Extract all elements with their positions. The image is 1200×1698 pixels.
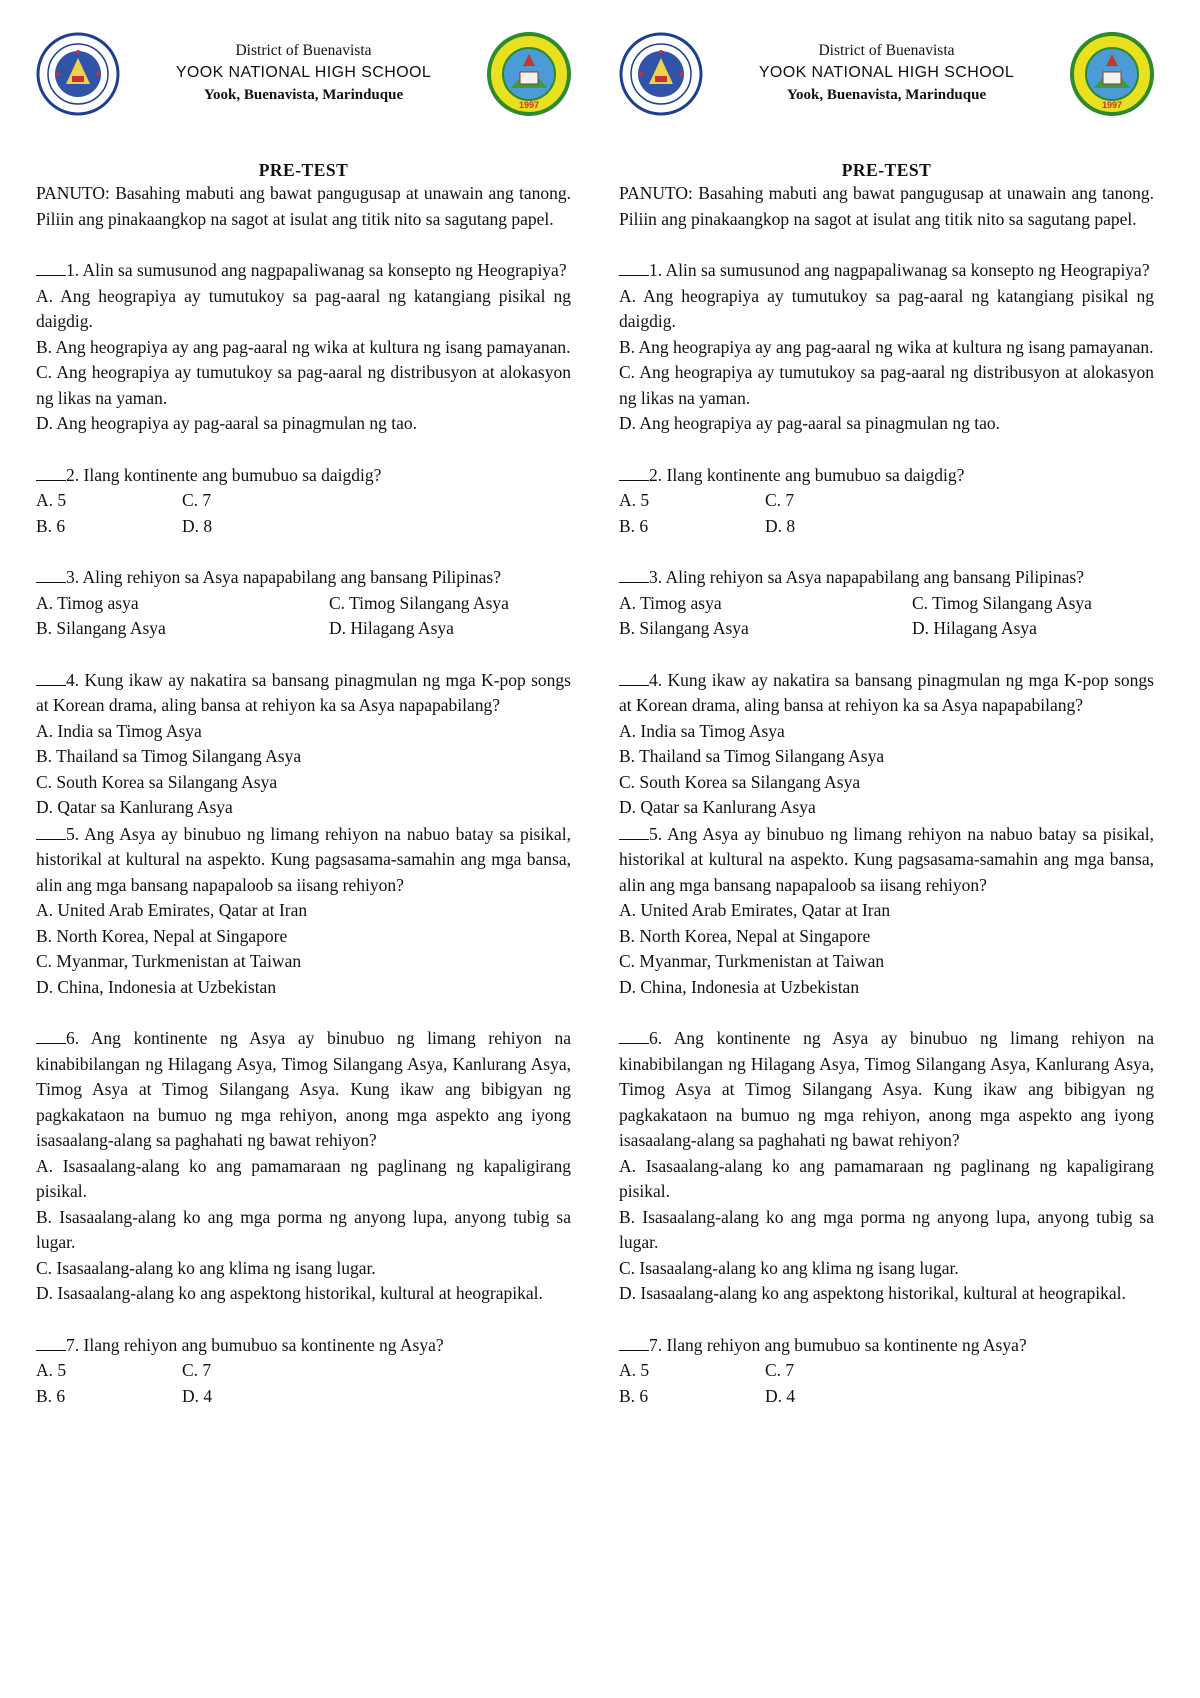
- choice-d: D. China, Indonesia at Uzbekistan: [36, 976, 277, 997]
- question-5: [36, 821, 571, 1001]
- question-6: [36, 1025, 571, 1307]
- choice-a: A. Ang heograpiya ay tumutukoy sa pag-aaral ng katangiang pisikal ng daigdig.: [619, 285, 1154, 331]
- school-seal-year: 1997: [518, 100, 540, 110]
- deped-seal-icon: [36, 32, 120, 116]
- school-name: YOOK NATIONAL HIGH SCHOOL: [758, 64, 1015, 81]
- question-text: 1. Alin sa sumusunod ang nagpapaliwanag sa konsepto ng Heograpiya?: [649, 260, 1150, 280]
- school-address: Yook, Buenavista, Marinduque: [203, 87, 404, 103]
- question-3: [619, 564, 1154, 642]
- answer-blank[interactable]: [619, 462, 649, 481]
- choice-a: A. Ang heograpiya ay tumutukoy sa pag-aaral ng katangiang pisikal ng daigdig.: [36, 285, 571, 331]
- answer-blank[interactable]: [36, 667, 66, 686]
- choices: [36, 488, 571, 539]
- choice-c: C. Myanmar, Turkmenistan at Taiwan: [36, 951, 302, 971]
- question-1: [619, 257, 1154, 437]
- choice-d: D. Qatar sa Kanlurang Asya: [619, 797, 816, 817]
- answer-blank[interactable]: [36, 821, 66, 840]
- choice-c: C. 7: [765, 1360, 795, 1380]
- choice-b: B. Silangang Asya: [619, 618, 749, 638]
- school-seal-year: 1997: [1101, 100, 1123, 110]
- choice-b: B. Ang heograpiya ay ang pag-aaral ng wika at kultura ng isang pamayanan.: [36, 336, 571, 357]
- choice-d: D. Ang heograpiya ay pag-aaral sa pinagmulan ng tao.: [36, 413, 417, 433]
- choice-a: A. United Arab Emirates, Qatar at Iran: [619, 900, 891, 920]
- choice-b: B. 6: [619, 1385, 649, 1406]
- choice-b: B. 6: [36, 1385, 66, 1406]
- instructions: PANUTO: Basahing mabuti ang bawat pangugusap at unawain ang tanong. Piliin ang pinakaangkop na sagot at isulat ang titik nito sa sagutang papel.: [36, 183, 571, 229]
- question-text: 6. Ang kontinente ng Asya ay binubuo ng limang rehiyon na kinabibilangan ng Hilagang Asya, Timog Silangang Asya, Kanlurang Asya, Timog Asya at Timog Silangang Asya. Kung ikaw ang bibigyan ng pagkakataon na bumuo ng mga rehiyon, anong mga aspekto ang iyong isasaalang-alang sa paghahati ng bawat rehiyon?: [619, 1028, 1154, 1150]
- choice-c: C. Timog Silangang Asya: [329, 592, 509, 613]
- choices: [36, 1358, 571, 1409]
- choice-a: A. Timog asya: [619, 592, 722, 613]
- test-title: PRE-TEST: [258, 160, 349, 180]
- choice-d: D. Isasaalang-alang ko ang aspektong historikal, kultural at heograpikal.: [36, 1283, 543, 1303]
- test-title: PRE-TEST: [841, 160, 932, 180]
- question-2: [36, 462, 571, 540]
- choice-c: C. South Korea sa Silangang Asya: [619, 771, 861, 792]
- answer-blank[interactable]: [36, 462, 66, 481]
- choice-d: D. 8: [182, 515, 213, 536]
- answer-blank[interactable]: [619, 1332, 649, 1351]
- answer-blank[interactable]: [36, 257, 66, 276]
- choices: [619, 1358, 1154, 1409]
- choice-b: B. 6: [36, 515, 66, 536]
- choice-b: B. North Korea, Nepal at Singapore: [619, 925, 871, 946]
- answer-blank[interactable]: [619, 667, 649, 686]
- choice-b: B. Silangang Asya: [36, 618, 166, 638]
- question-text: 5. Ang Asya ay binubuo ng limang rehiyon na nabuo batay sa pisikal, historikal at kultural na aspekto. Kung pagsasama-samahin ang mga bansa, alin ang mga bansang napapaloob sa iisang rehiyon?: [36, 823, 571, 895]
- test-copy-right: [619, 28, 1154, 1409]
- choice-c: C. South Korea sa Silangang Asya: [36, 771, 278, 792]
- choice-d: D. China, Indonesia at Uzbekistan: [619, 976, 860, 997]
- choice-d: D. Hilagang Asya: [329, 618, 454, 638]
- question-text: 2. Ilang kontinente ang bumubuo sa daigdig?: [649, 464, 965, 485]
- answer-blank[interactable]: [619, 257, 649, 276]
- question-5: [619, 821, 1154, 1001]
- choice-d: D. 4: [765, 1385, 796, 1406]
- district-label: District of Buenavista: [235, 42, 372, 59]
- answer-blank[interactable]: [36, 564, 66, 583]
- choice-a: A. 5: [36, 490, 67, 510]
- question-text: 4. Kung ikaw ay nakatira sa bansang pinagmulan ng mga K-pop songs at Korean drama, aling bansa at rehiyon ka sa Asya napapabilang?: [36, 669, 571, 715]
- choice-b: B. North Korea, Nepal at Singapore: [36, 925, 288, 946]
- choice-d: D. Ang heograpiya ay pag-aaral sa pinagmulan ng tao.: [619, 413, 1000, 433]
- question-6: [619, 1025, 1154, 1307]
- question-text: 7. Ilang rehiyon ang bumubuo sa kontinente ng Asya?: [66, 1334, 444, 1355]
- choice-c: C. 7: [182, 1360, 212, 1380]
- choice-a: A. 5: [619, 1360, 650, 1380]
- choice-b: B. Thailand sa Timog Silangang Asya: [36, 746, 302, 766]
- choice-c: C. Isasaalang-alang ko ang klima ng isang lugar.: [36, 1257, 376, 1278]
- choice-c: C. Myanmar, Turkmenistan at Taiwan: [619, 951, 885, 971]
- answer-blank[interactable]: [36, 1025, 66, 1044]
- answer-blank[interactable]: [36, 1332, 66, 1351]
- question-text: 4. Kung ikaw ay nakatira sa bansang pinagmulan ng mga K-pop songs at Korean drama, aling bansa at rehiyon ka sa Asya napapabilang?: [619, 669, 1154, 715]
- choice-a: A. India sa Timog Asya: [36, 720, 202, 741]
- choices: [619, 488, 1154, 539]
- school-address: Yook, Buenavista, Marinduque: [786, 87, 987, 103]
- question-2: [619, 462, 1154, 540]
- choice-a: A. United Arab Emirates, Qatar at Iran: [36, 900, 308, 920]
- choice-b: B. Thailand sa Timog Silangang Asya: [619, 746, 885, 766]
- instructions: PANUTO: Basahing mabuti ang bawat pangugusap at unawain ang tanong. Piliin ang pinakaangkop na sagot at isulat ang titik nito sa sagutang papel.: [619, 183, 1154, 229]
- school-seal-icon: [1070, 32, 1154, 116]
- district-label: District of Buenavista: [818, 42, 955, 59]
- question-text: 3. Aling rehiyon sa Asya napapabilang ang bansang Pilipinas?: [66, 567, 501, 587]
- answer-blank[interactable]: [619, 564, 649, 583]
- question-7: [36, 1332, 571, 1410]
- question-text: 3. Aling rehiyon sa Asya napapabilang ang bansang Pilipinas?: [649, 567, 1084, 587]
- choice-b: B. Ang heograpiya ay ang pag-aaral ng wika at kultura ng isang pamayanan.: [619, 336, 1154, 357]
- question-7: [619, 1332, 1154, 1410]
- question-text: 2. Ilang kontinente ang bumubuo sa daigdig?: [66, 464, 382, 485]
- choice-d: D. Qatar sa Kanlurang Asya: [36, 797, 233, 817]
- question-text: 7. Ilang rehiyon ang bumubuo sa kontinente ng Asya?: [649, 1334, 1027, 1355]
- school-name: YOOK NATIONAL HIGH SCHOOL: [175, 64, 432, 81]
- question-text: 1. Alin sa sumusunod ang nagpapaliwanag sa konsepto ng Heograpiya?: [66, 260, 567, 280]
- choice-c: C. 7: [182, 490, 212, 510]
- school-seal-icon: [487, 32, 571, 116]
- answer-blank[interactable]: [619, 821, 649, 840]
- choices: [619, 591, 1154, 642]
- question-1: [36, 257, 571, 437]
- choice-c: C. Timog Silangang Asya: [912, 592, 1092, 613]
- choice-a: A. India sa Timog Asya: [619, 720, 785, 741]
- question-3: [36, 564, 571, 642]
- choice-a: A. Timog asya: [36, 592, 139, 613]
- question-4: [36, 667, 571, 821]
- choice-d: D. 8: [765, 515, 796, 536]
- choice-d: D. Hilagang Asya: [912, 618, 1037, 638]
- choices: [36, 591, 571, 642]
- choice-d: D. Isasaalang-alang ko ang aspektong historikal, kultural at heograpikal.: [619, 1283, 1126, 1303]
- choice-d: D. 4: [182, 1385, 213, 1406]
- choice-b: B. Isasaalang-alang ko ang mga porma ng anyong lupa, anyong tubig sa lugar.: [619, 1206, 1154, 1252]
- answer-blank[interactable]: [619, 1025, 649, 1044]
- choice-b: B. 6: [619, 515, 649, 536]
- school-header: [36, 28, 571, 128]
- choice-c: C. 7: [765, 490, 795, 510]
- choice-b: B. Isasaalang-alang ko ang mga porma ng anyong lupa, anyong tubig sa lugar.: [36, 1206, 571, 1252]
- question-4: [619, 667, 1154, 821]
- choice-a: A. 5: [36, 1360, 67, 1380]
- school-header: [619, 28, 1154, 128]
- choice-a: A. Isasaalang-alang ko ang pamamaraan ng paglinang ng kapaligirang pisikal.: [619, 1155, 1154, 1201]
- choice-c: C. Isasaalang-alang ko ang klima ng isang lugar.: [619, 1257, 959, 1278]
- test-copy-left: [36, 28, 571, 1409]
- choice-a: A. Isasaalang-alang ko ang pamamaraan ng paglinang ng kapaligirang pisikal.: [36, 1155, 571, 1201]
- choice-c: C. Ang heograpiya ay tumutukoy sa pag-aaral ng distribusyon at alokasyon ng likas na yaman.: [619, 362, 1154, 408]
- deped-seal-icon: [619, 32, 703, 116]
- choice-a: A. 5: [619, 490, 650, 510]
- choice-c: C. Ang heograpiya ay tumutukoy sa pag-aaral ng distribusyon at alokasyon ng likas na yaman.: [36, 362, 571, 408]
- question-text: 6. Ang kontinente ng Asya ay binubuo ng limang rehiyon na kinabibilangan ng Hilagang Asya, Timog Silangang Asya, Kanlurang Asya, Timog Asya at Timog Silangang Asya. Kung ikaw ang bibigyan ng pagkakataon na bumuo ng mga rehiyon, anong mga aspekto ang iyong isasaalang-alang sa paghahati ng bawat rehiyon?: [36, 1028, 571, 1150]
- question-text: 5. Ang Asya ay binubuo ng limang rehiyon na nabuo batay sa pisikal, historikal at kultural na aspekto. Kung pagsasama-samahin ang mga bansa, alin ang mga bansang napapaloob sa iisang rehiyon?: [619, 823, 1154, 895]
